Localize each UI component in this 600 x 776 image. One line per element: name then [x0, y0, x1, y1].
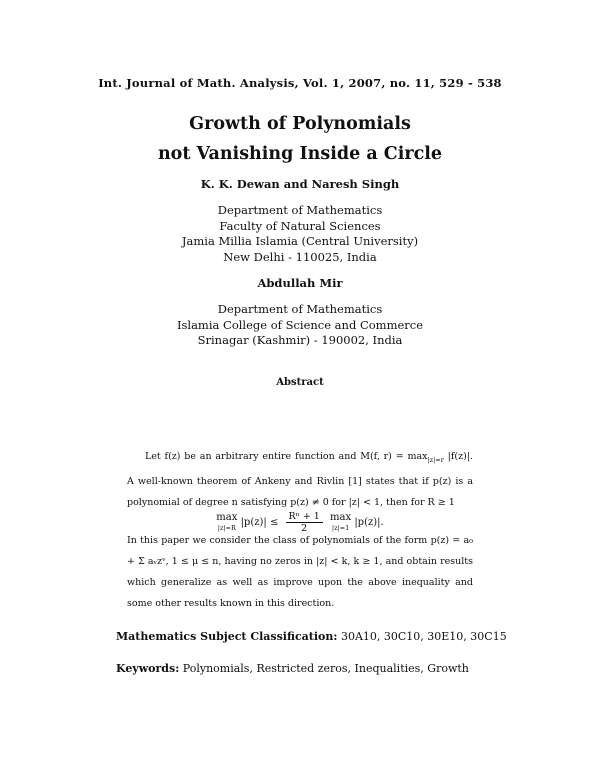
fraction-denominator: 2	[301, 523, 308, 534]
affiliation-1-line2: Faculty of Natural Sciences	[219, 218, 381, 233]
paper-title-line1: Growth of Polynomials	[189, 114, 411, 134]
author-2: Abdullah Mir	[257, 276, 343, 290]
msc-value: 30A10, 30C10, 30E10, 30C15	[337, 630, 507, 643]
affiliation-2-line2: Islamia College of Science and Commerce	[176, 317, 424, 332]
paper-title-line2: not Vanishing Inside a Circle	[157, 144, 443, 164]
max-left-label: max	[216, 511, 238, 523]
msc-line	[116, 630, 507, 643]
journal-header: Int. Journal of Math. Analysis, Vol. 1, 2007, no. 11, 529 - 538	[98, 76, 502, 90]
authors-main: K. K. Dewan and Naresh Singh	[200, 177, 400, 191]
affiliation-1-line4: New Delhi - 110025, India	[223, 249, 377, 264]
abstract-p2-part-a: In this paper we consider the class of polynomials of the form p(z) = a₀ +	[127, 535, 473, 567]
affiliation-1-line1: Department of Mathematics	[217, 203, 383, 217]
max-left-subscript: |z|=R	[217, 523, 236, 532]
abstract-paragraph-2	[127, 530, 473, 614]
abstract-paragraph-1	[127, 446, 473, 513]
affiliation-2	[0, 302, 600, 349]
affiliation-1	[0, 203, 600, 265]
affiliation-2-line1: Department of Mathematics	[217, 302, 383, 316]
max-right-subscript: |z|=1	[331, 523, 350, 532]
abstract-p1-part-b: |f(z)|. A well-known theorem of Ankeny and Rivlin [1] states that if p(z) is a polynomial of degree n satisfying p(z) ≠ 0 for |z| < 1, then for R ≥ 1	[127, 451, 473, 508]
abstract-p1-subscript: |z|=r	[427, 455, 444, 464]
msc-label: Mathematics Subject Classification:	[116, 630, 338, 643]
abstract-p2-part-b: Σ aᵥzᵛ, 1 ≤ μ ≤ n, having no zeros in |z| < k, k ≥ 1, and obtain results which generalize as well as improve upon the above inequality and some other results known in this direction.	[127, 556, 473, 609]
inequality-left-expr: |p(z)| ≤	[240, 517, 279, 528]
affiliation-2-line3: Srinagar (Kashmir) - 190002, India	[197, 333, 403, 347]
abstract-p1-part-a: Let f(z) be an arbitrary entire function and M(f, r) = max	[145, 451, 428, 462]
affiliation-1-line3: Jamia Millia Islamia (Central University)	[181, 234, 419, 248]
abstract-heading: Abstract	[276, 377, 324, 388]
keywords-line	[116, 662, 469, 675]
keywords-value: Polynomials, Restricted zeros, Inequalities, Growth	[179, 662, 469, 675]
keywords-label: Keywords:	[116, 662, 180, 675]
inequality-right-expr: |p(z)|.	[354, 517, 384, 528]
fraction-numerator: Rⁿ + 1	[286, 511, 323, 523]
max-right-label: max	[330, 511, 352, 523]
